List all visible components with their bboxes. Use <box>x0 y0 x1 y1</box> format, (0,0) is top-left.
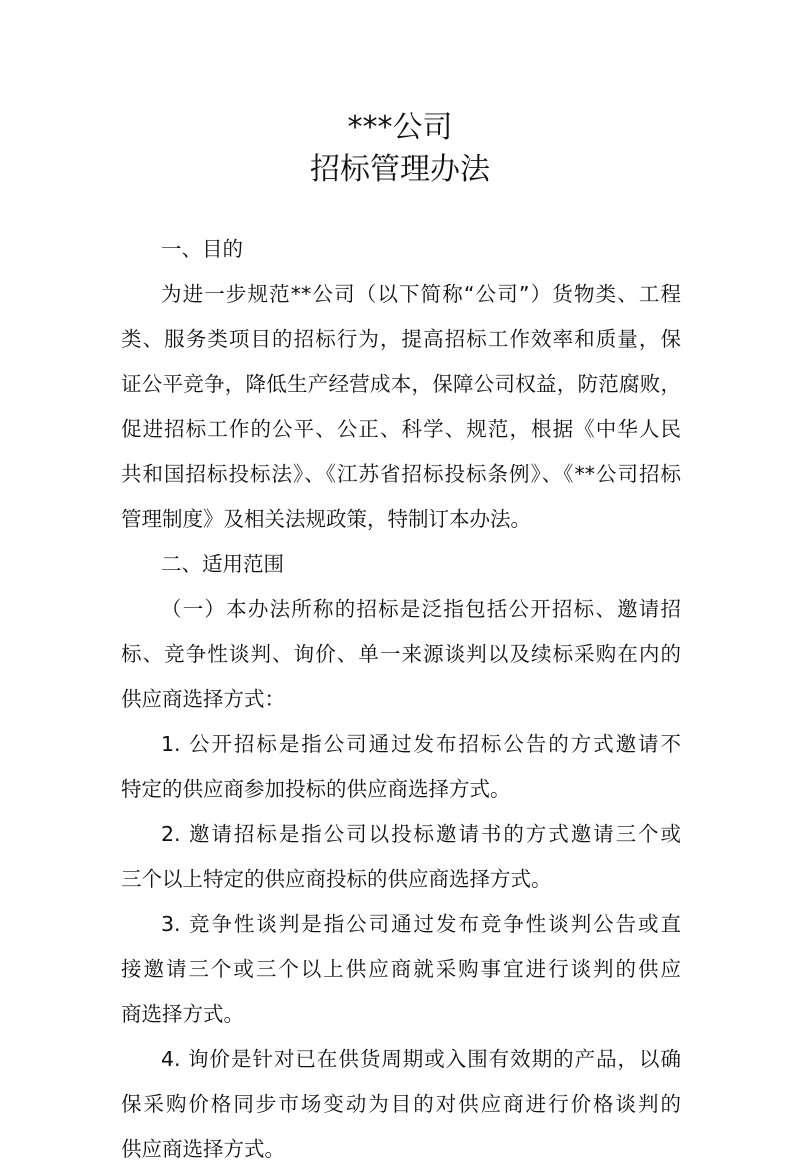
list-item-line: 商选择方式。 <box>121 1002 244 1026</box>
company-title: ***公司 <box>347 110 453 145</box>
paragraph-line: 管理制度》及相关法规政策，特制订本办法。 <box>121 507 531 531</box>
list-item-line: 接邀请三个或三个以上供应商就采购事宜进行谈判的供应 <box>121 957 681 981</box>
paragraph-line: 供应商选择方式： <box>121 687 285 711</box>
paragraph-line: 证公平竞争，降低生产经营成本，保障公司权益，防范腐败， <box>121 372 681 396</box>
list-item-line: 保采购价格同步市场变动为目的对供应商进行价格谈判的 <box>121 1092 681 1116</box>
list-item-line: 三个以上特定的供应商投标的供应商选择方式。 <box>121 867 552 891</box>
paragraph-line: 共和国招标投标法》、《江苏省招标投标条例》、《**公司招标 <box>121 462 681 486</box>
list-item-line: 供应商选择方式。 <box>121 1137 285 1161</box>
paragraph-line: 类、服务类项目的招标行为，提高招标工作效率和质量，保 <box>121 327 681 351</box>
paragraph-line: （一）本办法所称的招标是泛指包括公开招标、邀请招 <box>161 597 681 621</box>
paragraph-line: 为进一步规范**公司（以下简称“公司”）货物类、工程 <box>161 282 681 306</box>
section-heading-scope: 二、适用范围 <box>161 552 284 576</box>
paragraph-line: 标、竞争性谈判、询价、单一来源谈判以及续标采购在内的 <box>121 642 681 666</box>
list-item-line: 4. 询价是针对已在供货周期或入围有效期的产品，以确 <box>161 1047 681 1071</box>
section-heading-purpose: 一、目的 <box>161 237 243 261</box>
paragraph-line: 促进招标工作的公平、公正、科学、规范，根据《中华人民 <box>121 417 681 441</box>
list-item-line: 特定的供应商参加投标的供应商选择方式。 <box>121 777 511 801</box>
list-item-line: 2. 邀请招标是指公司以投标邀请书的方式邀请三个或 <box>161 822 681 846</box>
document-body <box>121 227 681 1172</box>
list-item-line: 1. 公开招标是指公司通过发布招标公告的方式邀请不 <box>161 732 681 756</box>
list-item-line: 3. 竞争性谈判是指公司通过发布竞争性谈判公告或直 <box>161 912 681 936</box>
document-title: 招标管理办法 <box>310 152 490 187</box>
